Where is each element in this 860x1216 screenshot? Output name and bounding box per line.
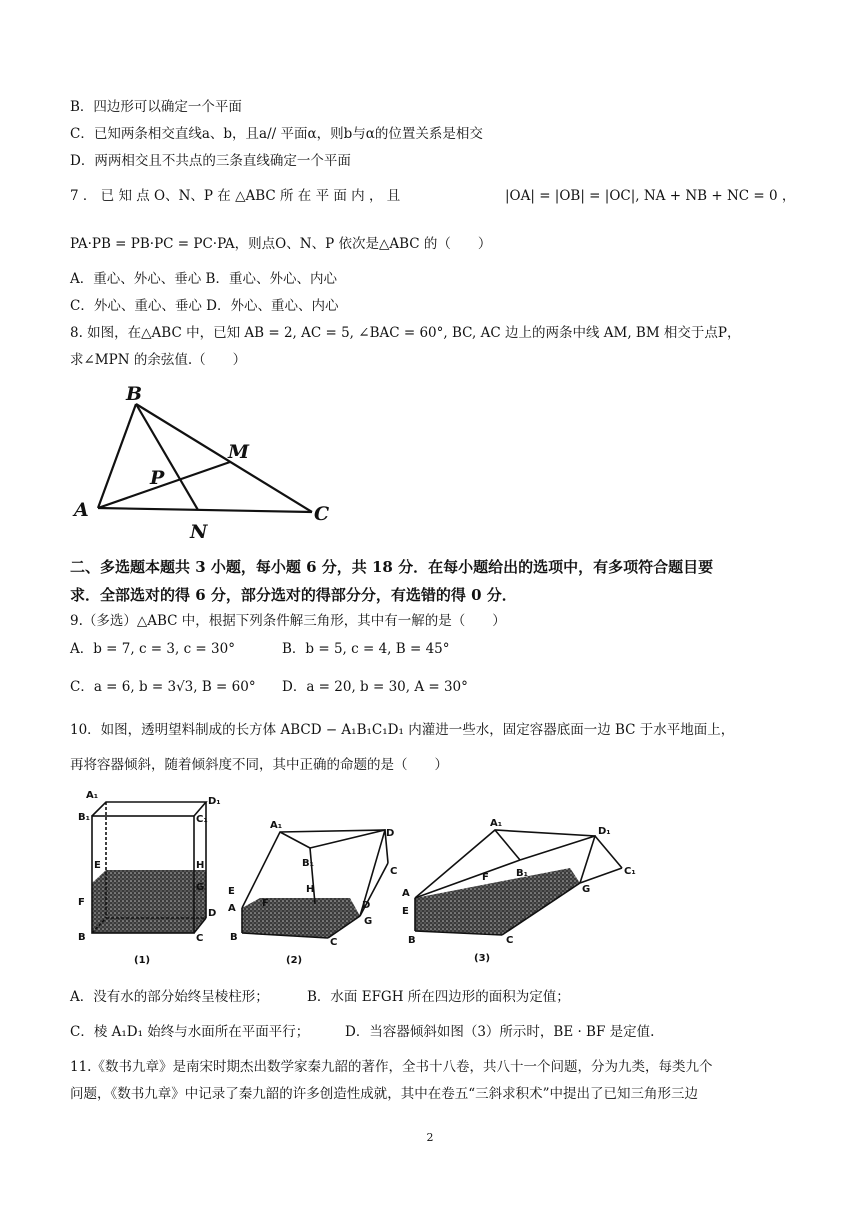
- segment-ac: [98, 508, 312, 512]
- q9-stem: 9.（多选）△ABC 中，根据下列条件解三角形，其中有一解的是（ ）: [70, 613, 506, 629]
- q9-option-c: C．a = 6, b = 3√3, B = 60°: [70, 679, 256, 695]
- q7-line1-formula: |OA| = |OB| = |OC|, NA + NB + NC = 0 ，: [505, 188, 796, 204]
- svg-text:F: F: [482, 872, 489, 883]
- svg-text:G: G: [364, 916, 373, 927]
- label-n: N: [190, 521, 208, 543]
- q7-options-ab: A．重心、外心、垂心 B．重心、外心、内心: [70, 271, 337, 287]
- svg-text:B₁: B₁: [302, 858, 315, 869]
- svg-text:H: H: [306, 884, 315, 895]
- q9-option-a: A．b = 7, c = 3, c = 30°: [70, 641, 235, 657]
- svg-text:C₁: C₁: [624, 866, 636, 877]
- q6-option-d: D．两两相交且不共点的三条直线确定一个平面: [70, 153, 351, 169]
- q7-line1-prefix: 7 ． 已 知 点 O、N、P 在 △ABC 所 在 平 面 内 ， 且: [70, 188, 401, 204]
- svg-text:E: E: [94, 860, 101, 871]
- q6-option-c: C．已知两条相交直线a、b，且a// 平面α，则b与α的位置关系是相交: [70, 126, 483, 142]
- svg-text:A: A: [228, 903, 236, 914]
- svg-text:D: D: [362, 900, 371, 911]
- figure-3-caption: (3): [474, 953, 491, 964]
- svg-text:G: G: [582, 884, 591, 895]
- q10-line1: 10．如图，透明望料制成的长方体 ABCD − A₁B₁C₁D₁ 内灌进一些水，固定容器底面一边 BC 于水平地面上，: [70, 722, 735, 738]
- q10-option-a: A．没有水的部分始终呈棱柱形；: [70, 989, 269, 1005]
- svg-text:F: F: [262, 898, 269, 909]
- q10-line2: 再将容器倾斜，随着倾斜度不同，其中正确的命题的是（ ）: [70, 757, 448, 773]
- figure-2-caption: (2): [286, 955, 303, 966]
- q11-line1: 11.《数书九章》是南宋时期杰出数学家秦九韶的著作，全书十八卷，共八十一个问题，分为九类，每类九个: [70, 1059, 713, 1075]
- q10-option-c: C．棱 A₁D₁ 始终与水面所在平面平行；: [70, 1024, 310, 1040]
- label-b: B: [126, 383, 143, 405]
- q10-option-b: B．水面 EFGH 所在四边形的面积为定值；: [307, 989, 570, 1005]
- svg-text:A₁: A₁: [490, 818, 503, 829]
- svg-text:B: B: [408, 935, 416, 946]
- svg-text:C: C: [390, 866, 398, 877]
- q7-options-cd: C．外心、重心、垂心 D．外心、重心、内心: [70, 298, 339, 314]
- q8-triangle-figure: [70, 380, 350, 545]
- q8-line2: 求∠MPN 的余弦值.（ ）: [70, 352, 247, 368]
- q6-option-b: B．四边形可以确定一个平面: [70, 99, 242, 115]
- svg-text:B: B: [78, 932, 86, 943]
- container-figure-3: [402, 818, 636, 964]
- svg-text:E: E: [228, 886, 235, 897]
- svg-text:D₁: D₁: [598, 826, 611, 837]
- svg-text:A: A: [402, 888, 410, 899]
- section2-heading-line1: 二、多选题本题共 3 小题，每小题 6 分，共 18 分．在每小题给出的选项中，有多项符合题目要: [70, 558, 714, 576]
- svg-text:B₁: B₁: [516, 868, 529, 879]
- container-figure-2: [228, 820, 397, 966]
- section2-heading-line2: 求．全部选对的得 6 分，部分选对的得部分分，有选错的得 0 分．: [70, 586, 517, 604]
- median-bn: [136, 404, 198, 510]
- page-number: 2: [426, 1131, 434, 1144]
- q10-option-d: D．当容器倾斜如图（3）所示时，BE · BF 是定值.: [345, 1024, 655, 1040]
- q10-container-figures: [70, 788, 650, 973]
- svg-text:B₁: B₁: [78, 812, 91, 823]
- svg-text:C: C: [196, 933, 204, 944]
- label-p: P: [150, 467, 165, 489]
- label-a: A: [74, 499, 89, 521]
- container-figure-1: [78, 790, 221, 966]
- svg-text:F: F: [78, 897, 85, 908]
- svg-text:E: E: [402, 906, 409, 917]
- svg-text:D₁: D₁: [208, 796, 221, 807]
- svg-text:C: C: [506, 935, 514, 946]
- svg-text:D: D: [386, 828, 395, 839]
- svg-text:G: G: [196, 882, 205, 893]
- q7-line2: PA·PB = PB·PC = PC·PA，则点O、N、P 依次是△ABC 的（ ）: [70, 236, 492, 252]
- q9-option-d: D．a = 20, b = 30, A = 30°: [282, 679, 468, 695]
- svg-text:C₁: C₁: [196, 814, 208, 825]
- label-m: M: [228, 441, 250, 463]
- figure-1-caption: (1): [134, 955, 151, 966]
- svg-text:D: D: [208, 908, 217, 919]
- q11-line2: 问题，《数书九章》中记录了秦九韶的许多创造性成就，其中在卷五“三斜求积术”中提出了已知三角形三边: [70, 1086, 699, 1102]
- svg-text:A₁: A₁: [270, 820, 283, 831]
- svg-text:A₁: A₁: [86, 790, 99, 801]
- svg-text:B: B: [230, 932, 238, 943]
- segment-bc: [136, 404, 312, 512]
- segment-ab: [98, 404, 136, 508]
- label-c: C: [314, 503, 330, 525]
- svg-text:H: H: [196, 860, 205, 871]
- q9-option-b: B．b = 5, c = 4, B = 45°: [282, 641, 450, 657]
- svg-text:C: C: [330, 937, 338, 948]
- q8-line1: 8. 如图，在△ABC 中，已知 AB = 2, AC = 5, ∠BAC = 60°, BC, AC 边上的两条中线 AM, BM 相交于点P，: [70, 325, 741, 341]
